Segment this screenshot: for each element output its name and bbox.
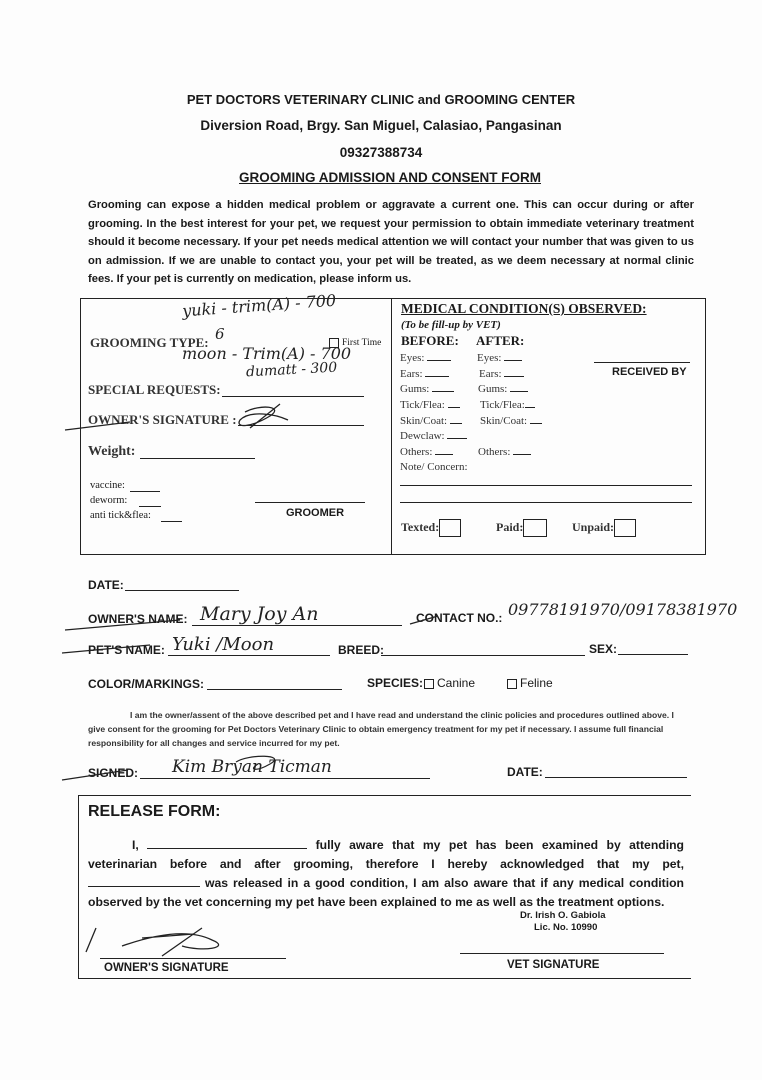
medical-condition-title: MEDICAL CONDITION(S) OBSERVED: bbox=[401, 301, 647, 316]
signed-strokes bbox=[58, 752, 318, 784]
after-skin-coat[interactable] bbox=[480, 415, 542, 427]
pet-name-strike bbox=[58, 640, 168, 656]
release-text-part3: was released in a good condition, I am also aware that if any medical condition observed by the vet concerning my pet have been explained to me as well as the treatment options. bbox=[88, 876, 684, 909]
anti-tick-line[interactable] bbox=[161, 521, 182, 522]
unpaid-field[interactable] bbox=[572, 519, 636, 537]
owner-line-strokes bbox=[60, 612, 440, 634]
clinic-phone: 09327388734 bbox=[339, 145, 423, 160]
before-others-label: Others: bbox=[400, 446, 433, 458]
release-text-part1: I, bbox=[132, 838, 139, 852]
canine-checkbox[interactable] bbox=[424, 679, 434, 689]
paid-checkbox[interactable] bbox=[523, 519, 547, 537]
release-title: RELEASE FORM: bbox=[88, 803, 221, 820]
release-owner-signature-label: OWNER'S SIGNATURE bbox=[104, 962, 229, 974]
after-eyes-label: Eyes: bbox=[477, 352, 502, 364]
breed-label: BREED: bbox=[338, 643, 385, 657]
consent-paragraph: I am the owner/assent of the above described pet and I have read and understand the clinic policies and procedures outlined above. I give consent for the grooming for Pet Doctors Veterinary Clinic to obtain emergency treatment for my pet if necessary. I assume full financial responsibility for all changes and service incurred for my pet. bbox=[88, 710, 674, 748]
texted-checkbox[interactable] bbox=[439, 519, 461, 537]
groomer-signature-line[interactable] bbox=[255, 502, 365, 503]
owner-name-value: Mary Joy An bbox=[200, 603, 319, 625]
release-text-part2: fully aware that my pet has been examined by attending veterinarian before and after grooming, therefore I hereby acknowledged that my pet, bbox=[88, 838, 684, 871]
release-owner-signature-scribble bbox=[82, 922, 252, 960]
before-tick-flea[interactable] bbox=[400, 399, 460, 411]
sex-label: SEX: bbox=[589, 642, 618, 656]
clinic-name: PET DOCTORS VETERINARY CLINIC and GROOMING CENTER bbox=[186, 92, 576, 107]
release-paragraph bbox=[88, 836, 684, 912]
after-gums-label: Gums: bbox=[478, 383, 508, 395]
breed-line[interactable] bbox=[381, 655, 585, 656]
contact-label: CONTACT NO.: bbox=[416, 611, 503, 625]
signed-label: SIGNED: bbox=[88, 766, 139, 780]
before-gums[interactable] bbox=[400, 383, 454, 395]
vet-name: Dr. Irish O. Gabiola bbox=[520, 910, 606, 921]
feline-option[interactable] bbox=[507, 676, 553, 690]
color-markings-line[interactable] bbox=[207, 689, 342, 690]
pet-name-label: PET'S NAME: bbox=[88, 643, 165, 657]
intro-paragraph: Grooming can expose a hidden medical problem or aggravate a current one. This can occur during or after grooming. In the best interest for your pet, we request your permission to obtain immediate veterinary treatment should it become necessary. If your pet needs medical attention we will contact your number that was given to us on admission. If we are unable to contact you, your pet will be treated, as we deem necessary at normal clinic fees. If your pet is currently on medication, please inform us. bbox=[88, 199, 694, 285]
after-others[interactable] bbox=[478, 446, 531, 458]
vet-signature-line[interactable] bbox=[460, 953, 664, 954]
deworm-line[interactable] bbox=[139, 506, 161, 507]
before-others[interactable] bbox=[400, 446, 453, 458]
before-label: BEFORE: bbox=[401, 333, 459, 348]
received-by-line[interactable] bbox=[594, 362, 690, 363]
after-ears-label: Ears: bbox=[479, 368, 502, 380]
paid-field[interactable] bbox=[496, 519, 547, 537]
canine-label: Canine bbox=[437, 676, 476, 690]
color-markings-label: COLOR/MARKINGS: bbox=[88, 677, 204, 691]
vet-license: Lic. No. 10990 bbox=[534, 922, 598, 933]
special-requests-label: SPECIAL REQUESTS: bbox=[88, 382, 221, 397]
paid-label: Paid: bbox=[496, 519, 524, 534]
groomer-label: GROOMER bbox=[286, 507, 345, 519]
form-title: GROOMING ADMISSION AND CONSENT FORM bbox=[239, 170, 541, 185]
before-eyes-label: Eyes: bbox=[400, 352, 425, 364]
vaccine-label: vaccine: bbox=[90, 480, 125, 491]
after-tick-flea-label: Tick/Flea: bbox=[480, 399, 525, 411]
texted-label: Texted: bbox=[401, 519, 440, 534]
after-gums[interactable] bbox=[478, 383, 528, 395]
before-dewclaw[interactable] bbox=[400, 430, 467, 442]
signed-date-line[interactable] bbox=[545, 777, 687, 778]
handwritten-grooming-line3: dumatt - 300 bbox=[245, 359, 338, 381]
before-ears-label: Ears: bbox=[400, 368, 423, 380]
release-owner-blank[interactable] bbox=[147, 848, 307, 849]
species-label: SPECIES: bbox=[367, 676, 424, 690]
note-concern-label: Note/ Concern: bbox=[400, 461, 468, 473]
date-line[interactable] bbox=[125, 590, 239, 591]
note-line-2[interactable] bbox=[400, 502, 692, 503]
sex-line[interactable] bbox=[618, 654, 688, 655]
signed-value: Kim Bryan Ticman bbox=[172, 757, 332, 777]
release-pet-blank[interactable] bbox=[88, 886, 200, 887]
box-divider bbox=[391, 299, 392, 554]
handwritten-mark: 6 bbox=[215, 325, 225, 343]
texted-field[interactable] bbox=[401, 519, 461, 537]
owner-name-label: OWNER'S NAME: bbox=[88, 612, 188, 626]
note-line-1[interactable] bbox=[400, 485, 692, 486]
after-skin-coat-label: Skin/Coat: bbox=[480, 415, 528, 427]
signed-date-label: DATE: bbox=[507, 765, 543, 779]
canine-option[interactable] bbox=[424, 676, 475, 690]
first-time-checkbox[interactable] bbox=[329, 338, 381, 348]
deworm-label: deworm: bbox=[90, 495, 128, 506]
after-eyes[interactable] bbox=[477, 352, 522, 364]
feline-checkbox[interactable] bbox=[507, 679, 517, 689]
vet-signature-label: VET SIGNATURE bbox=[507, 959, 600, 971]
after-ears[interactable] bbox=[479, 368, 524, 380]
owner-signature-label: OWNER'S SIGNATURE : bbox=[88, 412, 237, 427]
grooming-type-label: GROOMING TYPE: bbox=[90, 335, 209, 350]
vaccine-line[interactable] bbox=[130, 491, 160, 492]
received-by-label: RECEIVED BY bbox=[612, 366, 687, 378]
clinic-address: Diversion Road, Brgy. San Miguel, Calasiao, Pangasinan bbox=[200, 118, 562, 133]
release-owner-signature-line[interactable] bbox=[100, 958, 286, 959]
before-skin-coat[interactable] bbox=[400, 415, 462, 427]
handwritten-grooming-line1: yuki - trim(A) - 700 bbox=[181, 290, 337, 321]
unpaid-checkbox[interactable] bbox=[614, 519, 636, 537]
owner-signature-scribble bbox=[60, 398, 290, 438]
anti-tick-label: anti tick&flea: bbox=[90, 510, 151, 521]
before-skin-coat-label: Skin/Coat: bbox=[400, 415, 448, 427]
weight-label: Weight: bbox=[88, 444, 136, 459]
weight-line[interactable] bbox=[140, 458, 255, 459]
unpaid-label: Unpaid: bbox=[572, 519, 615, 534]
before-dewclaw-label: Dewclaw: bbox=[400, 430, 445, 442]
after-label: AFTER: bbox=[476, 333, 525, 348]
date-label: DATE: bbox=[88, 578, 124, 592]
feline-label: Feline bbox=[520, 676, 553, 690]
first-time-box[interactable] bbox=[329, 338, 339, 348]
pet-name-line[interactable] bbox=[168, 655, 330, 656]
after-tick-flea[interactable] bbox=[480, 399, 535, 411]
after-others-label: Others: bbox=[478, 446, 511, 458]
before-gums-label: Gums: bbox=[400, 383, 430, 395]
special-requests-line[interactable] bbox=[222, 396, 364, 397]
pet-name-value: Yuki /Moon bbox=[172, 634, 275, 655]
before-eyes[interactable] bbox=[400, 352, 451, 364]
before-tick-flea-label: Tick/Flea: bbox=[400, 399, 445, 411]
contact-value: 09778191970/09178381970 bbox=[508, 600, 738, 619]
before-ears[interactable] bbox=[400, 368, 449, 380]
first-time-label: First Time bbox=[342, 338, 382, 349]
medical-condition-subtitle: (To be fill-up by VET) bbox=[401, 319, 501, 331]
handwritten-grooming-line2: moon - Trim(A) - 700 bbox=[182, 344, 352, 363]
